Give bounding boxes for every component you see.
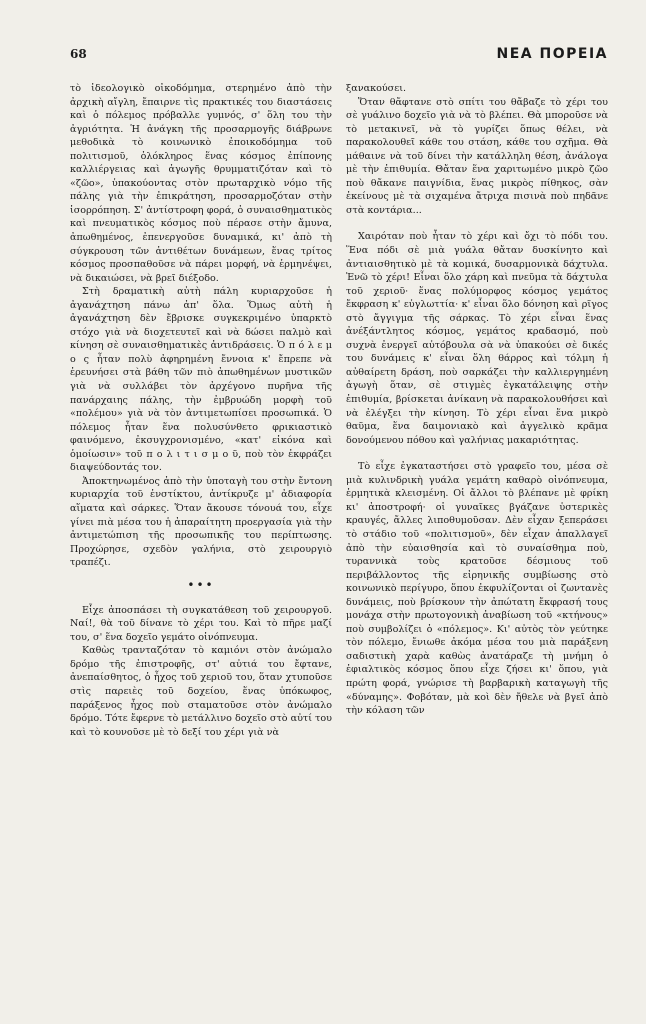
paragraph: Στὴ δραματικὴ αὐτὴ πάλη κυριαρχοῦσε ἡ ἀγανάχτηση πάνω ἀπ' ὅλα. Ὅμως αὐτὴ ἡ ἀγανάχτηση δὲν ἔβρισκε συγκεκριμένο ὑπαρκτὸ στόχο γιὰ νὰ διοχετευτεῖ καὶ νὰ δώσει παλμὸ καὶ κίνηση σὲ συναισθηματικὲς ἀντιδράσεις. Ὁ π ό λ ε μ ο ς ἦταν πολὺ ἀφηρημένη ἔννοια κ' ἔπρεπε νὰ ἐρευνήσει στὰ βάθη τῶν πιὸ ἀπωθημένων μυστικῶν γιὰ νὰ συλλάβει τὸν ἀρχέγονο πυρῆνα τῆς πανάρχαιης πάλης, τὴν ἐμβρυώδη μορφὴ τοῦ «πολέμου» γιὰ νὰ τὸν ἀντιμετωπίσει προσωπικά. Ὁ πόλεμος ἦταν ἕνα πολυσύνθετο φρικιαστικὸ φαινόμενο, ἐκσυγχρονισμένο, «κατ' εἰκόνα καὶ ὁμοίωσιν» τοῦ π ο λ ι τ ι σ μ ο ῦ, ποὺ τὸν ἐκφράζει διαψεύδοντάς τον. — [70, 286, 332, 474]
paragraph-gap — [346, 217, 608, 230]
paragraph: Καθὼς τρανταζόταν τὸ καμιόνι στὸν ἀνώμαλο δρόμο τῆς ἐπιστροφῆς, στ' αὐτιά του ἔφτανε, ἀνεπαίσθητος, ὁ ἦχος τοῦ χεριοῦ του, ὅταν χτυποῦσε στὶς παρειὲς τοῦ δοχείου, ἕνας ὑπόκωφος, παράξενος ἦχος ποὺ σταματοῦσε στὸν ἀνώμαλο δρόμο. Τότε ἔφερνε τὸ μετάλλινο δοχεῖο στὸ αὐτί του καὶ τὸ κουνοῦσε μὲ τὸ δεξί του χέρι γιὰ νὰ — [70, 645, 332, 738]
paragraph: Τὸ εἶχε ἐγκαταστήσει στὸ γραφεῖο του, μέσα σὲ μιὰ κυλινδρικὴ γυάλα γεμάτη καθαρὸ οἰνόπνευμα, ἑρμητικὰ κλεισμένη. Οἱ ἄλλοι τὸ βλέπανε μὲ φρίκη κι' ἀποστροφή· οἱ γυναῖκες βγάζανε ὑστερικὲς κραυγές, ἄλλες λιποθυμοῦσαν. Δὲν εἶχαν ξεπεράσει τὸ στάδιο τοῦ «πολιτισμοῦ», δὲν εἶχαν ἀπαλλαγεῖ ἀπὸ τὴν εὐαισθησία καὶ τὸ συναίσθημα ποὺ, τυραννικὰ τοὺς κρατοῦσε δέσμιους τοῦ περιβάλλοντος τῆς εἰρηνικῆς συμβίωσης στὸ κοινωνικὸ περίγυρο, ὅπου ἐκφυλίζονται οἱ ζωντανὲς δυνάμεις, ποὺ βρίσκουν τὴν ἀπώτατη ἔκφρασή τους μονάχα στὴν πρωτογονικὴ ἀναβίωση τοῦ «κτήνους» ποὺ συμβολίζει ὁ «πόλεμος». Κι' αὐτὸς τὸν γεύτηκε τὸν πόλεμο, ἔνιωθε ἀκόμα μέσα του μιὰ παράξενη σαδιστικὴ χαρὰ καθὼς ἀνατάραζε τὴ μνήμη ὁ ἐφιαλτικὸς κόσμος ὅπου εἶχε ζήσει κι' ὅπου, γιὰ πρώτη φορά, γνώρισε τὴ βαρβαρικὴ καταγωγὴ τῆς «δύναμης». Φοβόταν, μὰ κοὶ δὲν ἤθελε νὰ βγεῖ ἀπὸ τὴν κόλαση τῶν — [346, 461, 608, 717]
running-title: ΝΕΑ ΠΟΡΕΙΑ — [496, 46, 608, 62]
paragraph: Χαιρόταν ποὺ ἦταν τὸ χέρι καὶ ὄχι τὸ πόδι του. Ἕνα πόδι σὲ μιὰ γυάλα θἄταν δυσκίνητο καὶ ἀντιαισθητικὸ μὲ τὰ κομικά, δυσαρμονικὰ δάχτυλα. Ἐνῶ τὸ χέρι! Εἶναι ὅλο χάρη καὶ πνεῦμα τὰ δάχτυλα τοῦ χεριοῦ· ἕνας πολύμορφος κόσμος γεμάτος ἔκφραση κ' εὐγλωττία· κ' εἶναι ὅλο δόνηση καὶ ρῖγος στὸ ἄγγιγμα τῆς σάρκας. Τὸ χέρι εἶναι ἕνας ἀνέξάντλητος κόσμος, γεμάτος κραδασμό, ποὺ συχνὰ ἐνεργεῖ αὐτόβουλα σὰ νὰ ὑπακούει σὲ δικές του δυνάμεις κ' εἶναι ὅλη θάρρος καὶ τόλμη ἡ αὐθαίρετη δράση, ποὺ σαρκάζει τὴν καλλιεργημένη ἀγωγὴ ὅταν, σὲ στιγμὲς ἐγκατάλειψης στὴν ἐπιθυμία, βρίσκεται ἀνίκανη νὰ παρακολουθήσει καὶ νὰ ἐλέγξει τὴν κίνηση. Τὸ χέρι εἶναι ἕνα μικρὸ θαῦμα, ἕνα δαιμονιακὸ καὶ ἀγγελικὸ κρᾶμα δονούμενου πόθου καὶ γαλήνιας μακαριότητας. — [346, 231, 608, 446]
section-separator: ••• — [187, 577, 215, 592]
paragraph-gap — [346, 447, 608, 460]
right-column — [346, 82, 608, 739]
page-number: 68 — [70, 47, 87, 61]
left-column — [70, 82, 332, 739]
paragraph: ξανακούσει. — [346, 83, 407, 94]
page-header — [70, 46, 608, 74]
text-columns — [70, 82, 608, 739]
paragraph: Εἶχε ἀποσπάσει τὴ συγκατάθεση τοῦ χειρουργοῦ. Ναί!, θὰ τοῦ δίνανε τὸ χέρι του. Καὶ τὸ πῆρε μαζί του, σ' ἕνα δοχεῖο γεμάτο οἰνόπνευμα. — [70, 604, 332, 643]
paragraph: Ἀποκτηνωμένος ἀπὸ τὴν ὑποταγὴ του στὴν ἔντονη κυριαρχία τοῦ ἐνστίκτου, ἀντίκρυζε μ' ἀδιαφορία αἵματα καὶ σάρκες. Ὅταν ἄκουσε τόνουά του, εἶχε γίνει πιὰ μέσα του ἡ ἀπαραίτητη προεργασία γιὰ τὴν ἀντιμετώπιση τῆς προσωπικῆς του περίπτωσης. Προχώρησε, σχεδὸν γαλήνια, στὸ χειρουργιὸ τραπέζι. — [70, 475, 332, 569]
paragraph: τὸ ἰδεολογικὸ οἰκοδόμημα, στερημένο ἀπὸ τὴν ἀρχικὴ αἴγλη, ἔπαιρνε τὶς πρακτικές του διαστάσεις καὶ ὁ πόλεμος πρόβαλλε γυμνός, σ' ὅλη του τὴν ἀγριότητα. Ἡ ἀνάγκη τῆς προσαρμογῆς διάβρωνε μεθοδικὰ τὸ κοινωνικὸ ἐποικοδόμημα τοῦ πολιτισμοῦ, ὁλόκληρος ἕνας κόσμος ἐπίπονης καλλιέργειας καὶ ἀγωγῆς θρυμματιζόταν καὶ τὸ «ζῶο», ὑπακούοντας στὸν πρωταρχικὸ νόμο τῆς πάλης γιὰ τὴν ἐπικράτηση, προσαρμοζόταν στὴν ἰσορρόπηση. Σ' ἀντίστροφη φορά, ὁ συναισθηματικὸς καὶ πνευματικὸς κόσμος ποὺ πέρασε στὴν ἄμυνα, ἀπωθημένος, ἐπενεργοῦσε δυναμικά, κι' ἀπὸ τὴ σύγκρουση τῶν ἀντιθέτων δυνάμεων, ἕνας τρίτος κόσμος προσπαθοῦσε νὰ πάρει μορφή, νὰ ἑρμηνέψει, νὰ δικαιώσει, νὰ βρεῖ διέξοδο. — [70, 83, 332, 284]
paragraph: Ὅταν θἄφτανε στὸ σπίτι του θἄβαζε τὸ χέρι του σὲ γυάλινο δοχεῖο γιὰ νὰ τὸ βλέπει. Θὰ μποροῦσε νὰ τὸ μετακινεῖ, νὰ τὸ γυρίζει ὅπως θέλει, νὰ παρακολουθεῖ κάθε του στάση, κάθε του σχῆμα. Θὰ μάθαινε νὰ τοῦ δίνει τὴν κατάλληλη θέση, ἀνάλογα μὲ τὴν ἐπιθυμία. Θἄταν ἕνα χαριτωμένο μικρὸ ζῶο ποὺ θἄκανε παιγνίδια, ἕνας μικρὸς πίθηκος, σὰν ἐκείνους μὲ τὰ σιχαμένα ἄτριχα πισινὰ ποὺ πηδᾶνε στὰ κοντάρια... — [346, 96, 608, 216]
